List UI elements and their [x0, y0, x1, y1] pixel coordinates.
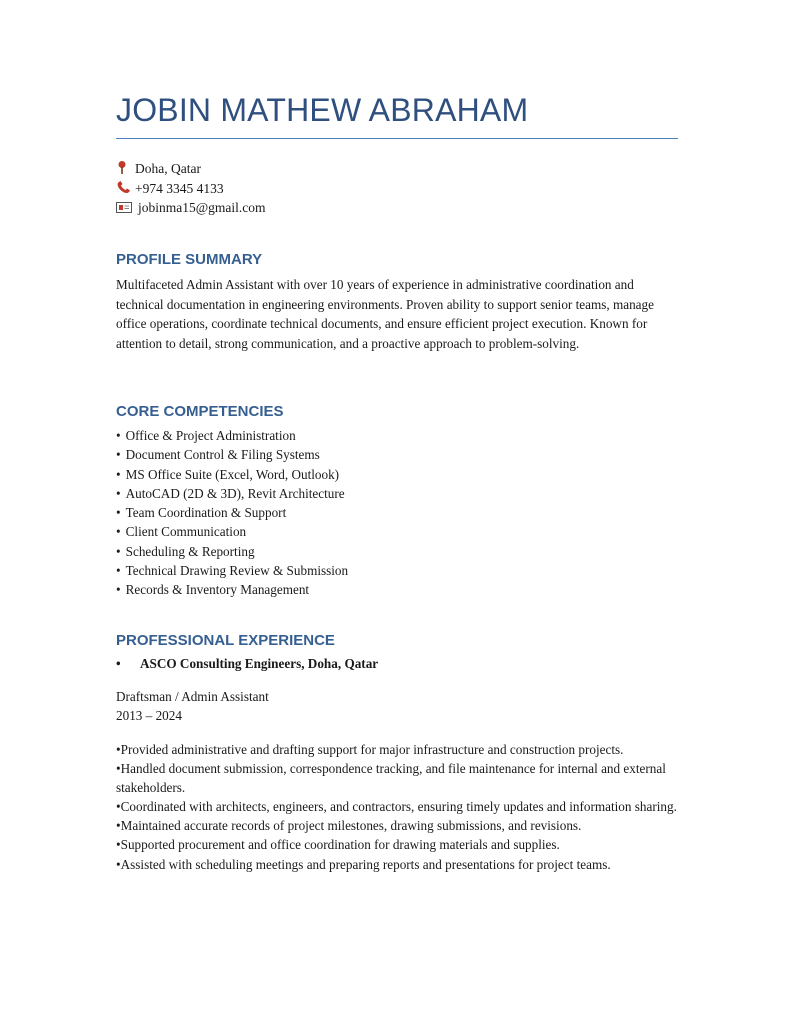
phone-text: +974 3345 4133 — [135, 181, 224, 196]
header-divider — [116, 138, 678, 139]
email-link[interactable]: jobinma15@gmail.com — [138, 200, 266, 215]
contact-phone — [116, 180, 224, 197]
list-item: • Document Control & Filing Systems — [116, 445, 348, 464]
candidate-name: JOBIN MATHEW ABRAHAM — [116, 92, 529, 128]
list-item: • Supported procurement and office coordination for drawing materials and supplies. — [116, 835, 678, 854]
location-text: Doha, Qatar — [135, 161, 201, 176]
profile-summary-text: Multifaceted Admin Assistant with over 10 years of experience in administrative coordination and technical documentation in engineering environments. Proven ability to support senior teams, manage office operations, coordinate technical documents, and ensure efficient project execution. Known for attention to detail, strong communication, and a proactive approach to problem-solving. — [116, 277, 654, 351]
list-item: • Office & Project Administration — [116, 426, 348, 445]
core-competencies-heading: CORE COMPETENCIES — [116, 403, 284, 420]
phone-icon — [116, 180, 131, 194]
contact-location — [116, 160, 201, 177]
list-item: • MS Office Suite (Excel, Word, Outlook) — [116, 465, 348, 484]
list-item: • Assisted with scheduling meetings and preparing reports and presentations for project teams. — [116, 855, 678, 874]
profile-summary-heading: PROFILE SUMMARY — [116, 251, 263, 268]
list-item: • Client Communication — [116, 522, 348, 541]
professional-experience-heading: PROFESSIONAL EXPERIENCE — [116, 632, 335, 649]
list-item: • Team Coordination & Support — [116, 503, 348, 522]
list-item: • Technical Drawing Review & Submission — [116, 561, 348, 580]
list-item: • Scheduling & Reporting — [116, 542, 348, 561]
list-item: • Coordinated with architects, engineers, and contractors, ensuring timely updates and information sharing. — [116, 797, 678, 816]
list-item: • Handled document submission, correspondence tracking, and file maintenance for internal and external stakeholders. — [116, 759, 678, 797]
company-name: ASCO Consulting Engineers, Doha, Qatar — [140, 656, 379, 671]
list-item: • Maintained accurate records of project milestones, drawing submissions, and revisions. — [116, 816, 678, 835]
competencies-list — [116, 426, 348, 600]
email-icon — [116, 201, 134, 215]
list-item: • AutoCAD (2D & 3D), Revit Architecture — [116, 484, 348, 503]
list-item: • Records & Inventory Management — [116, 580, 348, 599]
job-role: Draftsman / Admin Assistant — [116, 689, 269, 704]
company-entry — [116, 656, 378, 672]
duties-list — [116, 740, 678, 874]
list-item: • Provided administrative and drafting support for major infrastructure and construction projects. — [116, 740, 678, 759]
company-bullet: • — [116, 656, 121, 671]
contact-email — [116, 200, 266, 216]
job-period: 2013 – 2024 — [116, 708, 182, 723]
location-pin-icon — [116, 160, 131, 174]
